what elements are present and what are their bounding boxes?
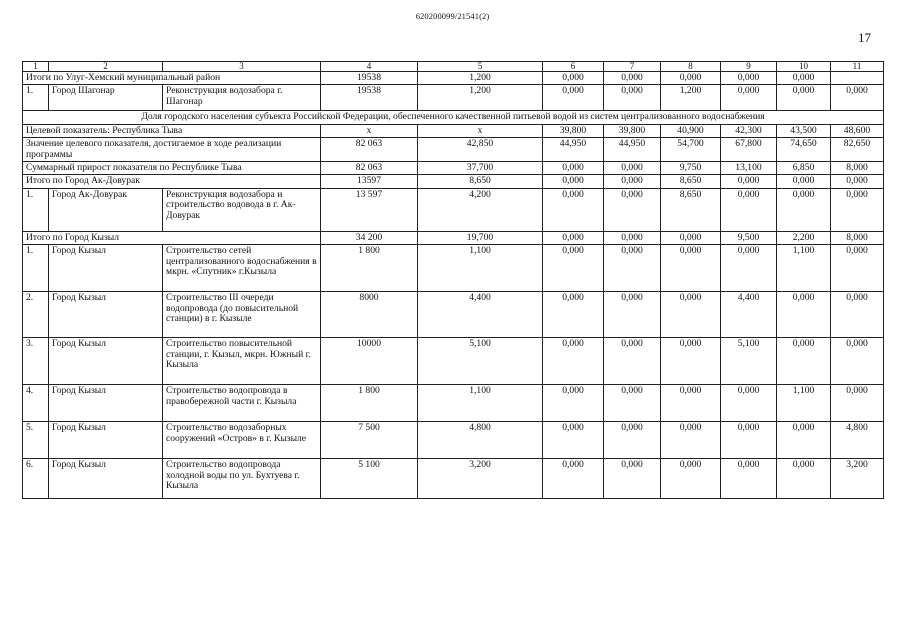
value-cell: 8,000 [831, 231, 884, 244]
column-number: 10 [777, 62, 831, 72]
row-label: Значение целевого показателя, достигаемое в ходе реализации программы [23, 138, 321, 162]
value-cell: 13597 [321, 175, 418, 188]
value-cell: 67,800 [721, 138, 777, 162]
value-cell: x [418, 124, 543, 137]
row-label: Целевой показатель: Республика Тыва [23, 124, 321, 137]
table-row [23, 188, 884, 231]
value-cell: 37,700 [418, 162, 543, 175]
row-number: 6. [23, 459, 49, 499]
row-number: 4. [23, 385, 49, 422]
header-row [23, 62, 884, 72]
value-cell: 44,950 [543, 138, 604, 162]
municipality-name: Город Ак-Довурак [49, 188, 163, 231]
value-cell: 0,000 [831, 385, 884, 422]
value-cell: 8,650 [418, 175, 543, 188]
value-cell: 5,100 [418, 338, 543, 385]
value-cell: 48,600 [831, 124, 884, 137]
program-table [22, 61, 884, 499]
row-label: Суммарный прирост показателя по Республике Тыва [23, 162, 321, 175]
value-cell: 1 800 [321, 385, 418, 422]
value-cell: 4,800 [831, 422, 884, 459]
value-cell: 0,000 [777, 292, 831, 338]
value-cell: 0,000 [721, 188, 777, 231]
value-cell: 44,950 [604, 138, 661, 162]
measure-description: Строительство водопровода в правобережной части г. Кызыла [163, 385, 321, 422]
table-row [23, 292, 884, 338]
table-row [23, 72, 884, 85]
row-number: 5. [23, 422, 49, 459]
value-cell: 74,650 [777, 138, 831, 162]
municipality-name: Город Шагонар [49, 85, 163, 111]
value-cell: 4,400 [418, 292, 543, 338]
value-cell: 0,000 [777, 459, 831, 499]
value-cell: 1,200 [661, 85, 721, 111]
section-heading: Доля городского населения субъекта Российской Федерации, обеспеченного качественной питьевой водой из систем централизованного водоснабжения [23, 111, 884, 124]
value-cell: 0,000 [777, 72, 831, 85]
value-cell: 0,000 [604, 175, 661, 188]
value-cell: 1,100 [418, 245, 543, 292]
value-cell: 0,000 [831, 85, 884, 111]
column-number: 8 [661, 62, 721, 72]
value-cell: 34 200 [321, 231, 418, 244]
value-cell: 0,000 [661, 422, 721, 459]
value-cell: 19538 [321, 72, 418, 85]
measure-description: Строительство водопровода холодной воды по ул. Бухтуева г. Кызыла [163, 459, 321, 499]
column-number: 7 [604, 62, 661, 72]
value-cell: 3,200 [418, 459, 543, 499]
value-cell: 0,000 [777, 188, 831, 231]
value-cell: 19538 [321, 85, 418, 111]
value-cell: 1,100 [777, 245, 831, 292]
value-cell: 0,000 [661, 338, 721, 385]
value-cell: 4,400 [721, 292, 777, 338]
value-cell: 19,700 [418, 231, 543, 244]
row-label: Итого по Город Ак-Довурак [23, 175, 321, 188]
value-cell: 1,100 [418, 385, 543, 422]
table-row [23, 338, 884, 385]
value-cell: 0,000 [721, 245, 777, 292]
value-cell: 39,800 [604, 124, 661, 137]
value-cell: 82,650 [831, 138, 884, 162]
value-cell: 82 063 [321, 162, 418, 175]
value-cell: 8000 [321, 292, 418, 338]
row-label: Итого по Город Кызыл [23, 231, 321, 244]
value-cell: 0,000 [661, 231, 721, 244]
value-cell: 4,200 [418, 188, 543, 231]
measure-description: Строительство водозаборных сооружений «Остров» в г. Кызыле [163, 422, 321, 459]
measure-description: Строительство сетей централизованного водоснабжения в мкрн. «Спутник» г.Кызыла [163, 245, 321, 292]
value-cell: 7 500 [321, 422, 418, 459]
value-cell: 0,000 [661, 72, 721, 85]
value-cell: 0,000 [721, 72, 777, 85]
table-row [23, 85, 884, 111]
measure-description: Строительство повысительной станции, г. Кызыл, мкрн. Южный г. Кызыла [163, 338, 321, 385]
value-cell: 0,000 [604, 72, 661, 85]
value-cell: 0,000 [604, 162, 661, 175]
document-id: 620200099/21541(2) [415, 11, 490, 21]
value-cell: 1,100 [777, 385, 831, 422]
page-number: 17 [858, 30, 871, 45]
table-row [23, 385, 884, 422]
value-cell: 0,000 [777, 338, 831, 385]
value-cell: 8,000 [831, 162, 884, 175]
value-cell: 0,000 [661, 245, 721, 292]
value-cell: 0,000 [543, 72, 604, 85]
value-cell: 0,000 [777, 422, 831, 459]
value-cell: 1 800 [321, 245, 418, 292]
value-cell: 0,000 [604, 422, 661, 459]
value-cell: 0,000 [831, 338, 884, 385]
value-cell: 0,000 [604, 245, 661, 292]
value-cell: 6,850 [777, 162, 831, 175]
value-cell: 0,000 [777, 85, 831, 111]
municipality-name: Город Кызыл [49, 338, 163, 385]
table-row [23, 111, 884, 124]
value-cell: x [321, 124, 418, 137]
municipality-name: Город Кызыл [49, 292, 163, 338]
column-number: 11 [831, 62, 884, 72]
value-cell: 0,000 [831, 175, 884, 188]
row-number: 1. [23, 85, 49, 111]
value-cell: 0,000 [543, 422, 604, 459]
value-cell: 2,200 [777, 231, 831, 244]
value-cell: 0,000 [604, 338, 661, 385]
value-cell: 1,200 [418, 85, 543, 111]
value-cell: 0,000 [543, 85, 604, 111]
value-cell: 0,000 [604, 231, 661, 244]
row-number: 3. [23, 338, 49, 385]
value-cell: 0,000 [604, 459, 661, 499]
table-row [23, 231, 884, 244]
value-cell: 9,750 [661, 162, 721, 175]
value-cell: 10000 [321, 338, 418, 385]
value-cell: 39,800 [543, 124, 604, 137]
table-row [23, 162, 884, 175]
value-cell: 0,000 [543, 162, 604, 175]
value-cell: 40,900 [661, 124, 721, 137]
value-cell: 0,000 [721, 422, 777, 459]
value-cell: 8,650 [661, 175, 721, 188]
column-number: 9 [721, 62, 777, 72]
value-cell: 42,300 [721, 124, 777, 137]
table-row [23, 245, 884, 292]
value-cell: 82 063 [321, 138, 418, 162]
value-cell: 0,000 [831, 245, 884, 292]
value-cell: 0,000 [604, 292, 661, 338]
column-number: 6 [543, 62, 604, 72]
table-row [23, 124, 884, 137]
value-cell: 0,000 [721, 385, 777, 422]
value-cell: 0,000 [543, 385, 604, 422]
value-cell: 5 100 [321, 459, 418, 499]
value-cell: 42,850 [418, 138, 543, 162]
column-number: 5 [418, 62, 543, 72]
value-cell [831, 72, 884, 85]
value-cell: 9,500 [721, 231, 777, 244]
table-row [23, 422, 884, 459]
table-row [23, 138, 884, 162]
value-cell: 0,000 [777, 175, 831, 188]
value-cell: 0,000 [721, 85, 777, 111]
value-cell: 4,800 [418, 422, 543, 459]
value-cell: 0,000 [661, 292, 721, 338]
value-cell: 0,000 [604, 85, 661, 111]
measure-description: Реконструкция водозабора г. Шагонар [163, 85, 321, 111]
value-cell: 1,200 [418, 72, 543, 85]
value-cell: 0,000 [604, 385, 661, 422]
value-cell: 0,000 [661, 385, 721, 422]
value-cell: 3,200 [831, 459, 884, 499]
municipality-name: Город Кызыл [49, 385, 163, 422]
measure-description: Строительство III очереди водопровода (до повысительной станции) в г. Кызыле [163, 292, 321, 338]
municipality-name: Город Кызыл [49, 459, 163, 499]
column-number: 1 [23, 62, 49, 72]
value-cell: 0,000 [543, 292, 604, 338]
value-cell: 13,100 [721, 162, 777, 175]
value-cell: 0,000 [604, 188, 661, 231]
table-row [23, 175, 884, 188]
value-cell: 0,000 [543, 245, 604, 292]
value-cell: 0,000 [831, 292, 884, 338]
column-number: 4 [321, 62, 418, 72]
row-number: 2. [23, 292, 49, 338]
value-cell: 0,000 [543, 188, 604, 231]
value-cell: 0,000 [543, 175, 604, 188]
value-cell: 54,700 [661, 138, 721, 162]
value-cell: 0,000 [721, 175, 777, 188]
value-cell: 8,650 [661, 188, 721, 231]
value-cell: 0,000 [661, 459, 721, 499]
row-label: Итоги по Улуг-Хемский муниципальный район [23, 72, 321, 85]
table-row [23, 459, 884, 499]
value-cell: 0,000 [543, 459, 604, 499]
municipality-name: Город Кызыл [49, 422, 163, 459]
column-number: 3 [163, 62, 321, 72]
value-cell: 13 597 [321, 188, 418, 231]
column-number: 2 [49, 62, 163, 72]
measure-description: Реконструкция водозабора и строительство водовода в г. Ак-Довурак [163, 188, 321, 231]
value-cell: 0,000 [543, 338, 604, 385]
municipality-name: Город Кызыл [49, 245, 163, 292]
row-number: 1. [23, 245, 49, 292]
row-number: 1. [23, 188, 49, 231]
value-cell: 0,000 [721, 459, 777, 499]
value-cell: 0,000 [543, 231, 604, 244]
value-cell: 5,100 [721, 338, 777, 385]
value-cell: 0,000 [831, 188, 884, 231]
value-cell: 43,500 [777, 124, 831, 137]
